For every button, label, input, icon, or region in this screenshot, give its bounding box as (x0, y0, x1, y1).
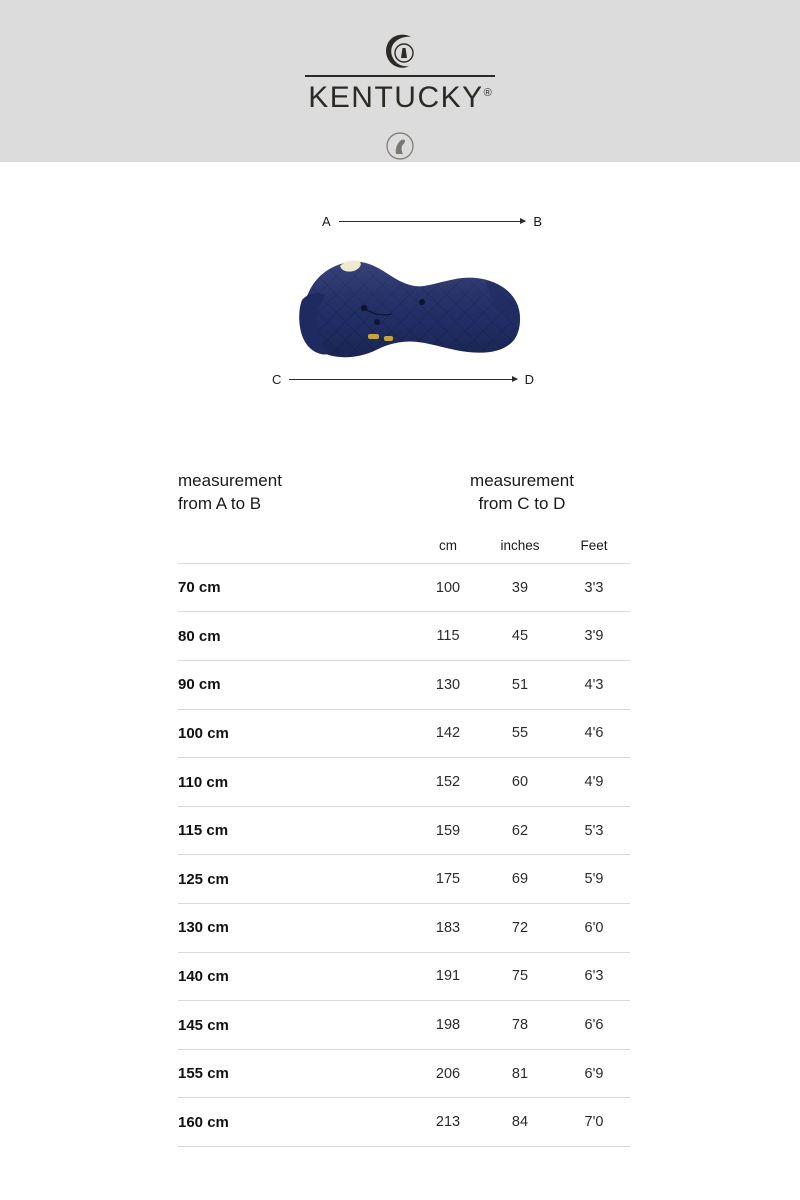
row-cm: 206 (435, 1065, 461, 1082)
table-row (178, 1049, 630, 1098)
row-inches: 45 (511, 628, 529, 645)
row-inches: 84 (511, 1114, 529, 1131)
row-cm: 175 (435, 871, 461, 888)
size-chart-table (178, 470, 630, 1147)
row-size: 145 cm (178, 1016, 229, 1034)
row-feet: 6'0 (584, 919, 604, 936)
row-cm: 142 (435, 725, 461, 742)
row-size: 130 cm (178, 919, 229, 937)
row-inches: 75 (511, 968, 529, 985)
kentucky-crest-icon (377, 31, 423, 77)
table-row (178, 903, 630, 952)
row-feet: 4'3 (584, 676, 604, 693)
row-feet: 6'6 (584, 1017, 604, 1034)
header-measurement-ab (178, 470, 414, 516)
row-feet: 5'3 (584, 822, 604, 839)
row-cm: 100 (435, 579, 461, 596)
label-b: B (533, 214, 542, 229)
subheader-spacer (178, 538, 414, 553)
row-cm: 115 (436, 628, 460, 645)
header-ab-line1: measurement (178, 471, 282, 490)
row-size: 80 cm (178, 627, 221, 645)
row-size: 110 cm (178, 773, 229, 791)
column-header-inches: inches (500, 537, 540, 553)
row-size: 155 cm (178, 1065, 229, 1083)
table-header-row (178, 470, 630, 524)
row-feet: 6'9 (584, 1065, 604, 1082)
table-row (178, 1097, 630, 1147)
row-inches: 78 (511, 1017, 529, 1034)
kentucky-horse-emblem-icon (381, 127, 419, 165)
arrow-ab (339, 221, 526, 222)
row-inches: 62 (511, 822, 529, 839)
label-d: D (524, 372, 534, 387)
table-row (178, 757, 630, 806)
table-row (178, 709, 630, 758)
row-cm: 183 (435, 919, 461, 936)
label-c: C (272, 372, 282, 387)
row-size: 100 cm (178, 724, 229, 742)
row-feet: 6'3 (584, 968, 604, 985)
brand-logo (290, 31, 510, 131)
measurement-diagram (0, 200, 800, 460)
table-row (178, 611, 630, 660)
row-feet: 4'6 (584, 725, 604, 742)
row-inches: 51 (511, 676, 529, 693)
row-cm: 198 (435, 1017, 461, 1034)
row-cm: 152 (435, 774, 461, 791)
table-row (178, 660, 630, 709)
page-header (0, 0, 800, 162)
table-row (178, 952, 630, 1001)
row-size: 125 cm (178, 870, 229, 888)
table-subheader-row (178, 524, 630, 563)
label-a: A (322, 214, 331, 229)
row-size: 160 cm (178, 1113, 229, 1131)
row-feet: 7'0 (584, 1114, 604, 1131)
row-size: 140 cm (178, 967, 229, 985)
table-row (178, 854, 630, 903)
measure-line-ab (322, 214, 542, 229)
row-size: 70 cm (178, 579, 221, 597)
row-inches: 72 (511, 919, 529, 936)
row-feet: 5'9 (584, 871, 604, 888)
product-image (272, 248, 528, 368)
row-feet: 3'9 (584, 628, 604, 645)
header-ab-line2: from A to B (178, 493, 262, 513)
row-cm: 213 (435, 1114, 461, 1131)
row-cm: 191 (435, 968, 461, 985)
row-inches: 60 (511, 774, 529, 791)
row-inches: 69 (511, 871, 529, 888)
table-row (178, 806, 630, 855)
row-inches: 55 (511, 725, 529, 742)
column-header-feet: Feet (580, 537, 608, 553)
header-cd-line1: measurement (470, 471, 574, 490)
brand-wordmark (308, 81, 491, 115)
registered-symbol: ® (483, 87, 492, 99)
table-row (178, 1000, 630, 1049)
row-inches: 39 (511, 579, 529, 596)
row-cm: 159 (435, 822, 461, 839)
header-cd-line2: from C to D (478, 493, 566, 513)
row-size: 115 cm (178, 822, 229, 840)
row-size: 90 cm (178, 676, 221, 694)
column-header-cm: cm (439, 537, 457, 553)
arrow-cd (289, 379, 516, 380)
header-measurement-cd (414, 470, 630, 516)
measure-line-cd (272, 372, 534, 387)
row-cm: 130 (435, 676, 461, 693)
brand-name: KENTUCKY (308, 81, 484, 114)
row-feet: 3'3 (584, 579, 604, 596)
row-feet: 4'9 (584, 774, 604, 791)
row-inches: 81 (511, 1065, 529, 1082)
table-row (178, 563, 630, 612)
